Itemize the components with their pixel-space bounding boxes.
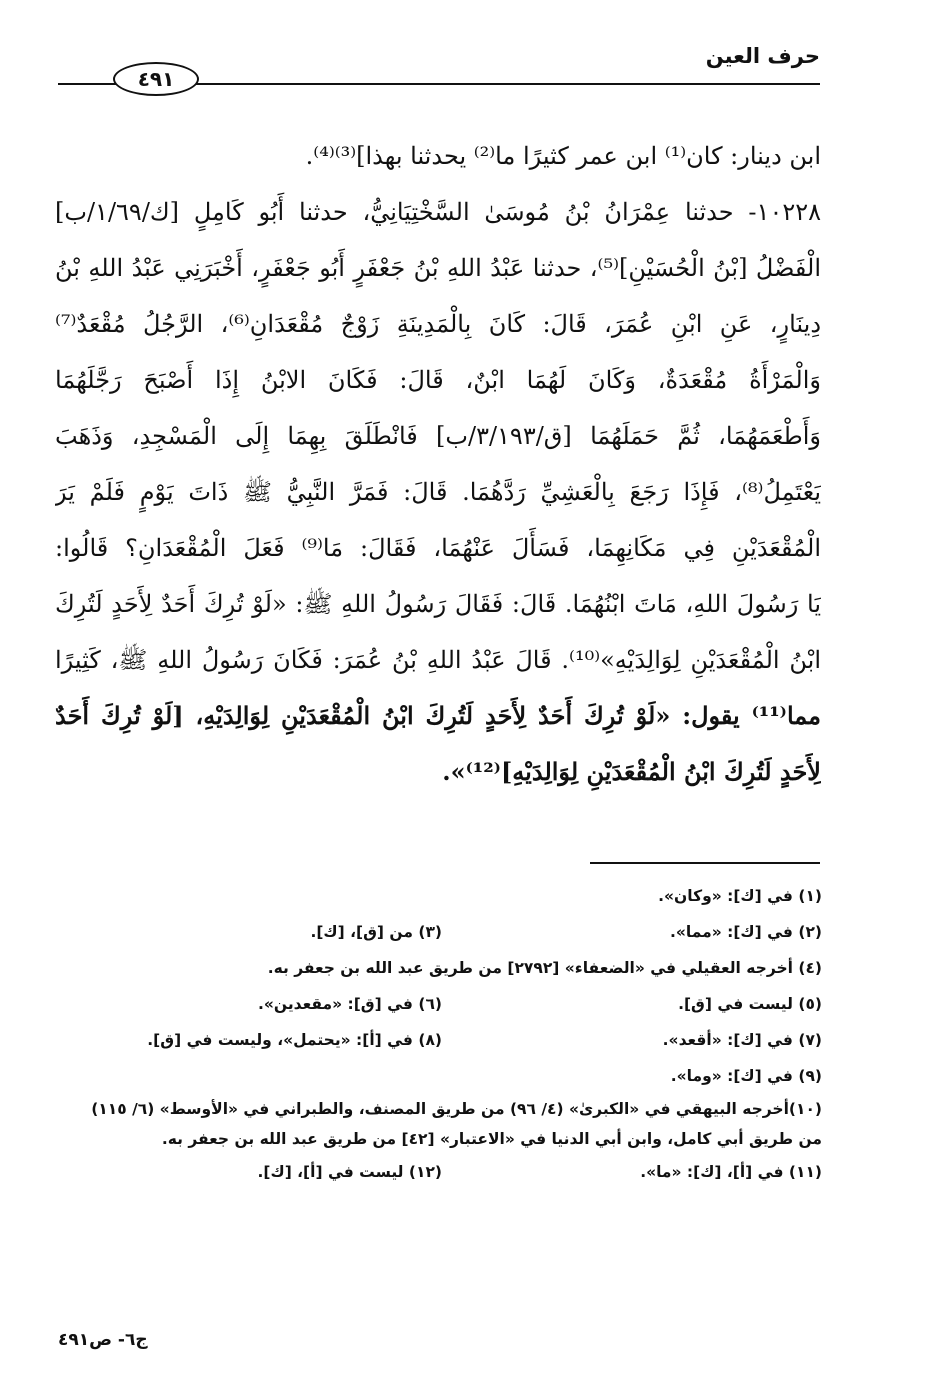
main-text-line: يَعْتَمِلُ⁽⁸⁾، فَإِذَا رَجَعَ بِالْعَشِيِّ رَدَّهُمَا. قَالَ: فَمَرَّ النَّبِيُّ ﷺ ذَاتَ يَوْمٍ فَلَمْ يَرَ — [55, 478, 821, 506]
main-text-line: الْفَضْلُ [بْنُ الْحُسَيْنِ]⁽⁵⁾، حدثنا عَبْدُ اللهِ بْنُ جَعْفَرٍ أَبُو جَعْفَرٍ، أَخْبَرَنِي عَبْدُ اللهِ بْنُ — [55, 254, 821, 282]
footnote-11: (١١) في [أ]، [ك]: «ما». — [640, 1163, 822, 1181]
main-text-line: مما⁽¹¹⁾ يقول: «لَوْ تُرِكَ أَحَدٌ لِأَحَدٍ لَتُرِكَ ابْنُ الْمُقْعَدَيْنِ لِوَالِدَيْهِ، [لَوْ تُرِكَ أَحَدٌ — [55, 701, 821, 730]
main-text-line: ابن دينار: كان⁽¹⁾ ابن عمر كثيرًا ما⁽²⁾ يحدثنا بهذا]⁽³⁾⁽⁴⁾. — [305, 142, 821, 170]
running-header-title: حرف العين — [705, 44, 820, 68]
main-text-line: وَأَطْعَمَهُمَا، ثُمَّ حَمَلَهُمَا [ق/٣/١٩٣/ب] فَانْطَلَقَ بِهِمَا إِلَى الْمَسْجِدِ، وَذَهَبَ — [55, 422, 821, 450]
footnote-8: (٨) في [أ]: «يحتمل»، وليست في [ق]. — [147, 1031, 442, 1049]
footnote-row — [60, 1154, 822, 1190]
footnote-10-continued: من طريق أبي كامل، وابن أبي الدنيا في «الاعتبار» [٤٢] من طريق عبد الله بن جعفر به. — [161, 1130, 822, 1148]
main-text-line: ابْنُ الْمُقْعَدَيْنِ لِوَالِدَيْهِ»⁽¹⁰⁾. قَالَ عَبْدُ اللهِ بْنُ عُمَرَ: فَكَانَ رَسُولُ اللهِ ﷺ، كَثِيرًا — [55, 646, 821, 674]
footnote-row — [60, 1022, 822, 1058]
footnote-3: (٣) من [ق]، [ك]. — [310, 923, 442, 941]
footnote-9: (٩) في [ك]: «وما». — [670, 1067, 822, 1085]
footnote-row — [60, 950, 822, 986]
main-text-line: دِينَارٍ، عَنِ ابْنِ عُمَرَ، قَالَ: كَانَ بِالْمَدِينَةِ زَوْجٌ مُقْعَدَانِ⁽⁶⁾، الرَّجُلُ مُقْعَدٌ⁽⁷⁾ — [55, 310, 821, 338]
footnote-row — [60, 1124, 822, 1154]
footnote-row — [60, 1094, 822, 1124]
footnote-5: (٥) ليست في [ق]. — [678, 995, 822, 1013]
volume-page-reference: ج٦- ص٤٩١ — [58, 1330, 148, 1350]
footnote-row — [60, 914, 822, 950]
footnote-row — [60, 1058, 822, 1094]
footnote-12: (١٢) ليست في [أ]، [ك]. — [257, 1163, 442, 1181]
footnote-6: (٦) في [ق]: «مقعدين». — [257, 995, 442, 1013]
footnote-10: (١٠)أخرجه البيهقي في «الكبرىٰ» (٤/ ٩٦) من طريق المصنف، والطبراني في «الأوسط» (٦/ ١١٥) — [91, 1100, 822, 1118]
main-text-line: يَا رَسُولَ اللهِ، مَاتَ ابْنُهُمَا. قَالَ: فَقَالَ رَسُولُ اللهِ ﷺ: «لَوْ تُرِكَ أَحَدٌ لِأَحَدٍ لَتُرِكَ — [55, 590, 821, 618]
footnotes-block — [60, 878, 822, 1190]
footnote-7: (٧) في [ك]: «أقعد». — [662, 1031, 822, 1049]
footnote-rule — [590, 862, 820, 864]
footnote-2: (٢) في [ك]: «مما». — [670, 923, 822, 941]
hadith-heading-line: ١٠٢٢٨- حدثنا عِمْرَانُ بْنُ مُوسَىٰ السَّخْتِيَانِيُّ، حدثنا أَبُو كَامِلٍ [ك/١/٦٩/ب] — [55, 198, 821, 226]
footnote-row — [60, 986, 822, 1022]
page-number-badge: ٤٩١ — [113, 62, 199, 96]
footnote-row — [60, 878, 822, 914]
main-text-block — [55, 128, 821, 800]
main-text-line: وَالْمَرْأَةُ مُقْعَدَةٌ، وَكَانَ لَهُمَا ابْنٌ، قَالَ: فَكَانَ الابْنُ إِذَا أَصْبَحَ رَجَّلَهُمَا — [55, 366, 821, 394]
main-text-line: لِأَحَدٍ لَتُرِكَ ابْنُ الْمُقْعَدَيْنِ لِوَالِدَيْهِ]⁽¹²⁾». — [442, 757, 821, 786]
footnote-4: (٤) أخرجه العقيلي في «الضعفاء» [٢٧٩٢] من طريق عبد الله بن جعفر به. — [267, 959, 822, 977]
footnote-1: (١) في [ك]: «وكان». — [658, 887, 822, 905]
main-text-line: الْمُقْعَدَيْنِ فِي مَكَانِهِمَا، فَسَأَلَ عَنْهُمَا، فَقَالَ: مَا⁽⁹⁾ فَعَلَ الْمُقْعَدَانِ؟ قَالُوا: — [55, 534, 821, 562]
